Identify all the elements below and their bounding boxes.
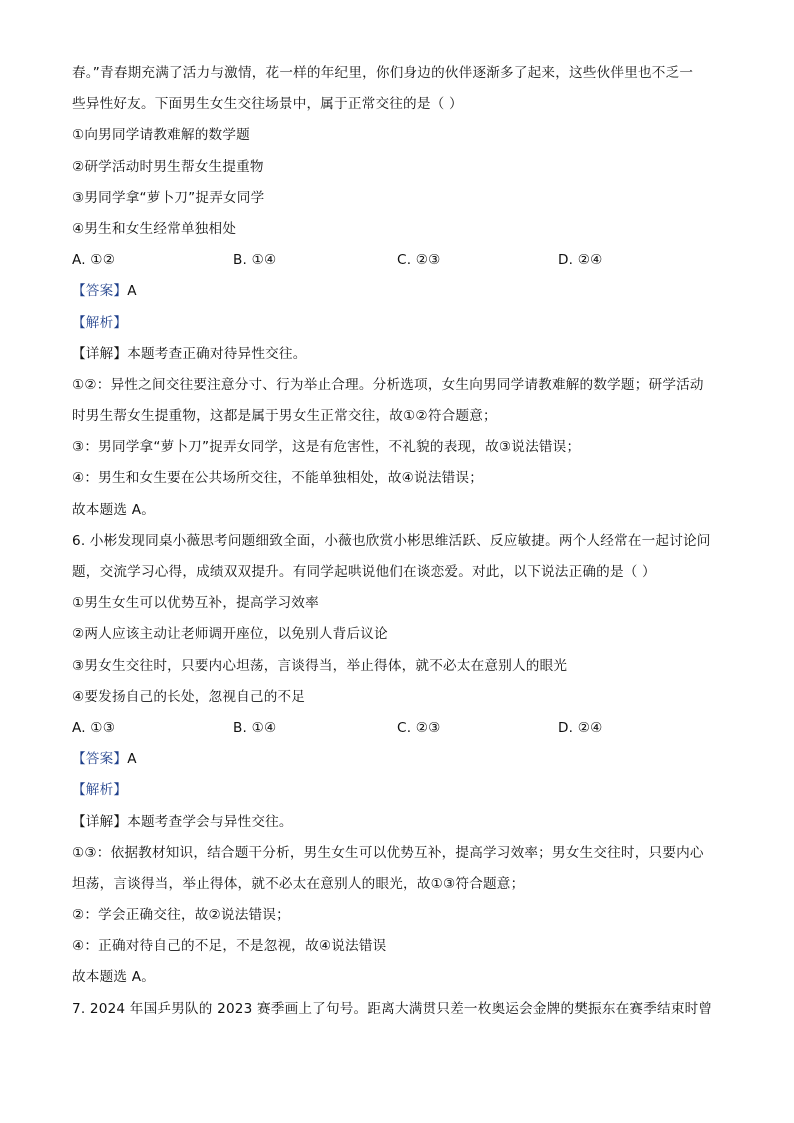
q5-stem-line-2: 些异性好友。下面男生女生交往场景中，属于正常交往的是（ ） bbox=[72, 96, 463, 113]
q6-explanation-line-3: ②：学会正确交往，故②说法错误； bbox=[72, 907, 290, 924]
q6-item-3: ③男女生交往时，只要内心坦荡，言谈得当，举止得体，就不必太在意别人的眼光 bbox=[72, 657, 568, 674]
q5-option-d: D. ②④ bbox=[558, 252, 603, 269]
q6-option-b: B. ①④ bbox=[233, 719, 277, 736]
q5-option-c: C. ②③ bbox=[397, 252, 441, 269]
q5-answer bbox=[72, 276, 722, 307]
q6-answer-tag: 【答案】 bbox=[72, 751, 128, 768]
q5-item-2: ②研学活动时男生帮女生提重物 bbox=[72, 158, 264, 175]
q5-option-a: A. ①② bbox=[72, 252, 116, 269]
q6-option-d: D. ②④ bbox=[558, 719, 603, 736]
q6-detail-intro: 本题考查学会与异性交往。 bbox=[127, 813, 293, 830]
q5-analysis-tag: 【解析】 bbox=[72, 314, 128, 331]
document-page bbox=[72, 58, 722, 1025]
q5-explanation-line-3: ③：男同学拿“萝卜刀”捉弄女同学，这是有危害性，不礼貌的表现，故③说法错误； bbox=[72, 439, 581, 456]
q5-option-b: B. ①④ bbox=[233, 252, 277, 269]
q5-explanation-line-1: ①②：异性之间交往要注意分寸、行为举止合理。分析选项，女生向男同学请教难解的数学题；研学活动 bbox=[72, 376, 704, 393]
q6-conclusion: 故本题选 A。 bbox=[72, 969, 155, 986]
q5-detail-intro: 本题考查正确对待异性交往。 bbox=[127, 345, 307, 362]
q5-item-3: ③男同学拿“萝卜刀”捉弄女同学 bbox=[72, 189, 265, 206]
q6-explanation-line-4: ④：正确对待自己的不足，不是忽视，故④说法错误 bbox=[72, 938, 387, 955]
q5-explanation-line-2: 时男生帮女生提重物，这都是属于男女生正常交往，故①②符合题意； bbox=[72, 408, 497, 425]
q6-analysis-tag: 【解析】 bbox=[72, 782, 128, 799]
q5-stem-line-1: 春。”青春期充满了活力与激情，花一样的年纪里，你们身边的伙伴逐渐多了起来，这些伙伴里也不乏一 bbox=[72, 65, 694, 81]
q6-option-c: C. ②③ bbox=[397, 719, 441, 736]
q5-analysis bbox=[72, 308, 722, 339]
q5-item-1: ①向男同学请教难解的数学题 bbox=[72, 127, 250, 144]
q6-options bbox=[72, 713, 722, 744]
q5-conclusion: 故本题选 A。 bbox=[72, 501, 155, 518]
q6-answer-value: A bbox=[127, 751, 137, 768]
q6-item-2: ②两人应该主动让老师调开座位，以免别人背后议论 bbox=[72, 626, 388, 643]
q6-item-4: ④要发扬自己的长处，忽视自己的不足 bbox=[72, 688, 306, 705]
q6-answer bbox=[72, 744, 722, 775]
q5-item-4: ④男生和女生经常单独相处 bbox=[72, 220, 237, 237]
q6-analysis bbox=[72, 775, 722, 806]
q6-item-1: ①男生女生可以优势互补，提高学习效率 bbox=[72, 595, 319, 612]
q5-detail bbox=[72, 339, 722, 370]
q6-explanation-line-1: ①③：依据教材知识，结合题干分析，男生女生可以优势互补，提高学习效率；男女生交往时，只要内心 bbox=[72, 844, 704, 861]
q6-stem-line-1: 6. 小彬发现同桌小薇思考问题细致全面，小薇也欣赏小彬思维活跃、反应敏捷。两个人经常在一起讨论问 bbox=[72, 532, 711, 549]
q6-stem-line-2: 题，交流学习心得，成绩双双提升。有同学起哄说他们在谈恋爱。对此，以下说法正确的是（ ） bbox=[72, 564, 656, 580]
q6-detail bbox=[72, 807, 722, 838]
q5-options bbox=[72, 245, 722, 276]
q7-stem-line-1: 7. 2024 年国乒男队的 2023 赛季画上了句号。距离大满贯只差一枚奥运会金牌的樊振东在赛季结束时曾 bbox=[72, 1000, 713, 1017]
q6-option-a: A. ①③ bbox=[72, 719, 116, 736]
q5-answer-value: A bbox=[127, 283, 137, 300]
q6-detail-tag: 【详解】 bbox=[72, 813, 128, 830]
q5-detail-tag: 【详解】 bbox=[72, 345, 128, 362]
q6-explanation-line-2: 坦荡，言谈得当，举止得体，就不必太在意别人的眼光，故①③符合题意； bbox=[72, 875, 525, 892]
q5-answer-tag: 【答案】 bbox=[72, 283, 128, 300]
q5-explanation-line-4: ④：男生和女生要在公共场所交往，不能单独相处，故④说法错误； bbox=[72, 470, 483, 487]
